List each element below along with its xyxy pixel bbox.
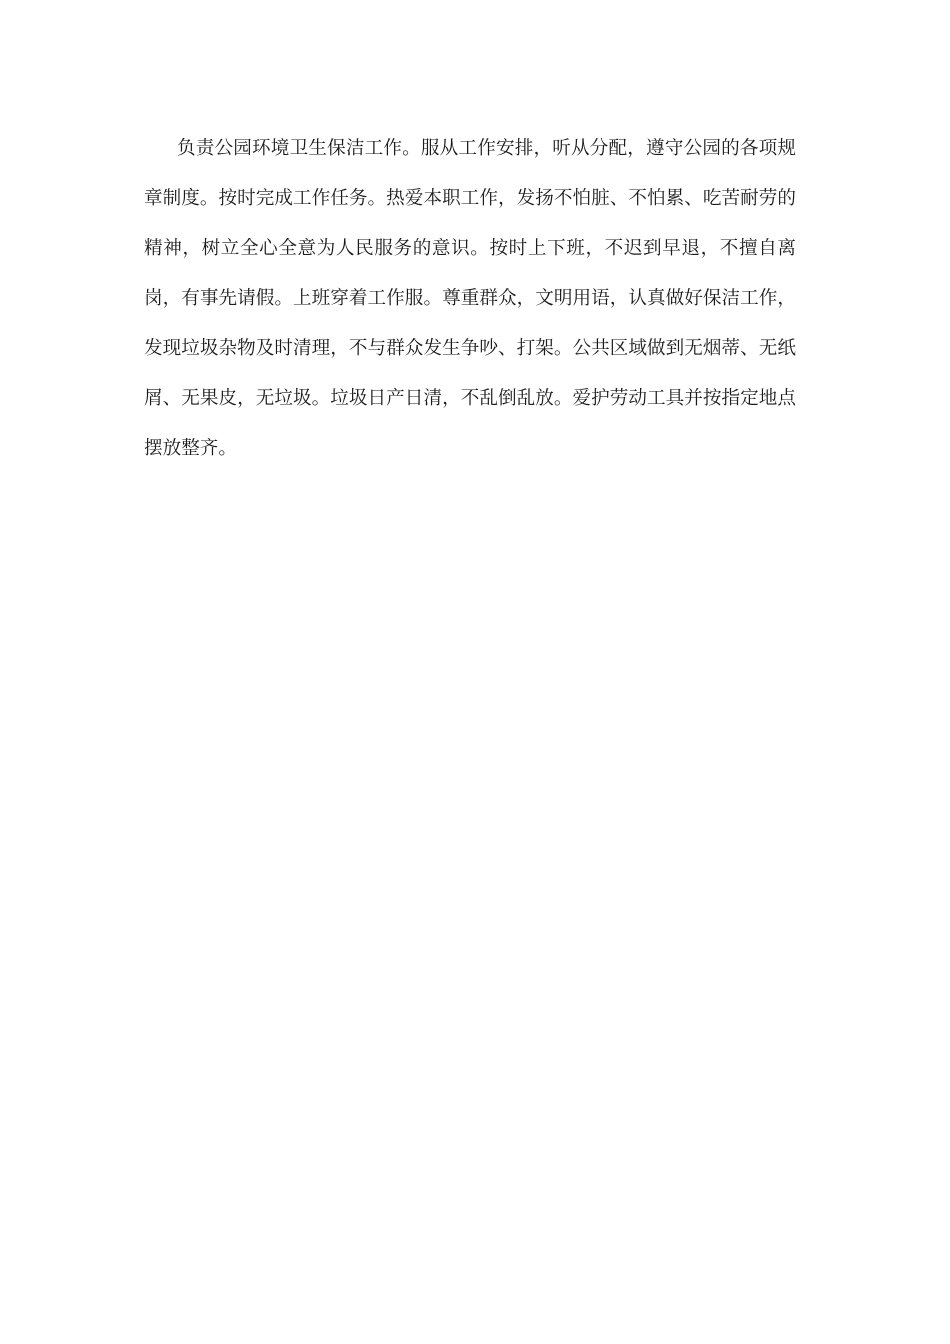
body-paragraph: 负责公园环境卫生保洁工作。服从工作安排，听从分配，遵守公园的各项规章制度。按时完成工作任务。热爱本职工作，发扬不怕脏、不怕累、吃苦耐劳的精神，树立全心全意为人民服务的意识。按时上下班，不迟到早退，不擅自离岗，有事先请假。上班穿着工作服。尊重群众，文明用语，认真做好保洁工作，发现垃圾杂物及时清理，不与群众发生争吵、打架。公共区域做到无烟蒂、无纸屑、无果皮，无垃圾。垃圾日产日清，不乱倒乱放。爱护劳动工具并按指定地点摆放整齐。	[144, 138, 796, 459]
